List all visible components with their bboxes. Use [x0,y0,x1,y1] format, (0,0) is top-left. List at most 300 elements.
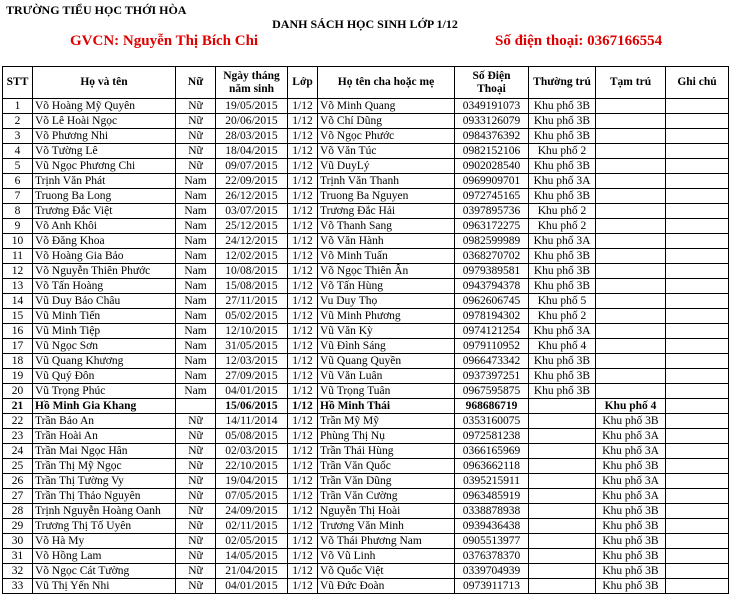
cell-phone: 0395215911 [455,474,529,489]
cell-temporary-address [596,294,666,309]
table-row [3,534,729,549]
cell-note [666,354,729,369]
cell-parent-name: Võ Ngọc Thiên Ân [318,264,455,279]
cell-temporary-address: Khu phố 3B [596,459,666,474]
cell-birth-date: 25/12/2015 [216,219,288,234]
cell-female: Nữ [176,159,216,174]
cell-note [666,159,729,174]
cell-stt: 27 [3,489,33,504]
cell-female: Nam [176,354,216,369]
cell-female: Nữ [176,144,216,159]
cell-temporary-address: Khu phố 3B [596,534,666,549]
cell-birth-date: 15/06/2015 [216,399,288,414]
cell-permanent-address: Khu phố 3A [529,324,596,339]
cell-stt: 31 [3,549,33,564]
cell-temporary-address: Khu phố 3A [596,489,666,504]
cell-phone: 0353160075 [455,414,529,429]
cell-class: 1/12 [288,129,318,144]
cell-full-name: Vũ Minh Tiến [33,309,176,324]
header-note: Ghi chú [666,67,729,99]
cell-female: Nữ [176,459,216,474]
cell-class: 1/12 [288,279,318,294]
cell-parent-name: Võ Văn Hành [318,234,455,249]
cell-parent-name: Trương Văn Minh [318,519,455,534]
cell-birth-date: 21/04/2015 [216,564,288,579]
cell-birth-date: 03/07/2015 [216,204,288,219]
cell-stt: 33 [3,579,33,594]
cell-full-name: Võ Đăng Khoa [33,234,176,249]
cell-stt: 8 [3,204,33,219]
cell-parent-name: Hồ Minh Thái [318,399,455,414]
cell-permanent-address: Khu phố 3B [529,369,596,384]
cell-phone: 0979110952 [455,339,529,354]
cell-female: Nam [176,249,216,264]
cell-class: 1/12 [288,489,318,504]
cell-female: Nam [176,264,216,279]
table-row [3,414,729,429]
cell-stt: 4 [3,144,33,159]
cell-full-name: Võ Hồng Lam [33,549,176,564]
cell-phone: 0969909701 [455,174,529,189]
cell-parent-name: Võ Quốc Việt [318,564,455,579]
cell-parent-name: Võ Thái Phương Nam [318,534,455,549]
table-row [3,114,729,129]
cell-birth-date: 24/12/2015 [216,234,288,249]
cell-stt: 22 [3,414,33,429]
cell-temporary-address [596,174,666,189]
cell-note [666,384,729,399]
table-row [3,399,729,414]
cell-note [666,99,729,114]
cell-stt: 13 [3,279,33,294]
cell-full-name: Vũ Thị Yến Nhi [33,579,176,594]
cell-temporary-address [596,159,666,174]
cell-phone: 968686719 [455,399,529,414]
cell-stt: 1 [3,99,33,114]
cell-phone: 0339704939 [455,564,529,579]
cell-birth-date: 22/09/2015 [216,174,288,189]
cell-full-name: Võ Ngọc Cát Tường [33,564,176,579]
homeroom-teacher: GVCN: Nguyễn Thị Bích Chi [70,33,259,49]
school-name: TRƯỜNG TIỂU HỌC THỚI HÒA [6,3,187,17]
cell-permanent-address [529,519,596,534]
cell-note [666,564,729,579]
cell-note [666,204,729,219]
cell-stt: 23 [3,429,33,444]
cell-stt: 17 [3,339,33,354]
cell-phone: 0984376392 [455,129,529,144]
cell-permanent-address: Khu phố 3B [529,354,596,369]
cell-phone: 0963662118 [455,459,529,474]
cell-female: Nam [176,174,216,189]
cell-temporary-address [596,234,666,249]
table-row [3,429,729,444]
header-female: Nữ [176,67,216,99]
cell-female: Nữ [176,579,216,594]
cell-birth-date: 02/05/2015 [216,534,288,549]
cell-temporary-address: Khu phố 3B [596,519,666,534]
cell-full-name: Truong Ba Long [33,189,176,204]
cell-note [666,369,729,384]
table-row [3,564,729,579]
cell-parent-name: Võ Minh Tuấn [318,249,455,264]
cell-female: Nam [176,294,216,309]
cell-female: Nam [176,219,216,234]
cell-temporary-address [596,129,666,144]
cell-phone: 0939436438 [455,519,529,534]
cell-full-name: Vũ Trọng Phúc [33,384,176,399]
cell-birth-date: 20/06/2015 [216,114,288,129]
cell-parent-name: Vu Duy Thọ [318,294,455,309]
cell-note [666,489,729,504]
cell-note [666,504,729,519]
cell-birth-date: 09/07/2015 [216,159,288,174]
cell-permanent-address [529,534,596,549]
cell-permanent-address: Khu phố 2 [529,309,596,324]
cell-permanent-address: Khu phố 3B [529,129,596,144]
cell-stt: 3 [3,129,33,144]
cell-class: 1/12 [288,324,318,339]
cell-permanent-address [529,504,596,519]
cell-note [666,324,729,339]
cell-class: 1/12 [288,384,318,399]
cell-permanent-address: Khu phố 3A [529,234,596,249]
table-row [3,99,729,114]
table-row [3,309,729,324]
cell-female: Nữ [176,564,216,579]
cell-phone: 0349191073 [455,99,529,114]
table-row [3,519,729,534]
cell-female: Nam [176,279,216,294]
cell-parent-name: Vũ Minh Phương [318,309,455,324]
cell-temporary-address: Khu phố 3A [596,444,666,459]
cell-phone: 0967595875 [455,384,529,399]
cell-female: Nữ [176,489,216,504]
table-row [3,219,729,234]
cell-full-name: Võ Hà My [33,534,176,549]
cell-phone: 0937397251 [455,369,529,384]
cell-birth-date: 02/03/2015 [216,444,288,459]
cell-parent-name: Trương Đắc Hải [318,204,455,219]
cell-note [666,189,729,204]
cell-class: 1/12 [288,234,318,249]
cell-stt: 7 [3,189,33,204]
cell-class: 1/12 [288,579,318,594]
cell-full-name: Vũ Quang Khương [33,354,176,369]
cell-permanent-address: Khu phố 3B [529,189,596,204]
table-header-row [3,67,729,99]
cell-full-name: Võ Hoàng Mỹ Quyên [33,99,176,114]
header-birth-date: Ngày tháng năm sinh [216,67,288,99]
cell-female: Nam [176,384,216,399]
cell-birth-date: 27/09/2015 [216,369,288,384]
cell-permanent-address [529,444,596,459]
cell-permanent-address: Khu phố 3B [529,99,596,114]
cell-phone: 0905513977 [455,534,529,549]
cell-class: 1/12 [288,414,318,429]
cell-female [176,399,216,414]
cell-birth-date: 12/02/2015 [216,249,288,264]
cell-phone: 0972581238 [455,429,529,444]
cell-phone: 0933126079 [455,114,529,129]
cell-female: Nữ [176,414,216,429]
cell-full-name: Trần Hoài An [33,429,176,444]
table-row [3,234,729,249]
cell-temporary-address [596,354,666,369]
cell-parent-name: Võ Thanh Sang [318,219,455,234]
cell-phone: 0973911713 [455,579,529,594]
cell-parent-name: Vũ Trọng Tuân [318,384,455,399]
cell-note [666,174,729,189]
cell-note [666,459,729,474]
cell-note [666,444,729,459]
cell-full-name: Trương Đắc Việt [33,204,176,219]
cell-stt: 14 [3,294,33,309]
cell-phone: 0943794378 [455,279,529,294]
table-row [3,189,729,204]
table-row [3,504,729,519]
cell-birth-date: 04/01/2015 [216,384,288,399]
cell-full-name: Hồ Minh Gia Khang [33,399,176,414]
table-row [3,249,729,264]
cell-birth-date: 07/05/2015 [216,489,288,504]
cell-note [666,399,729,414]
cell-phone: 0397895736 [455,204,529,219]
cell-class: 1/12 [288,429,318,444]
cell-stt: 18 [3,354,33,369]
cell-permanent-address [529,429,596,444]
cell-temporary-address: Khu phố 3A [596,474,666,489]
cell-female: Nam [176,234,216,249]
table-row [3,129,729,144]
cell-stt: 15 [3,309,33,324]
cell-note [666,219,729,234]
cell-permanent-address [529,399,596,414]
cell-permanent-address: Khu phố 3B [529,114,596,129]
cell-female: Nam [176,369,216,384]
header-permanent-address: Thường trú [529,67,596,99]
document-title: DANH SÁCH HỌC SINH LỚP 1/12 [272,17,458,31]
cell-class: 1/12 [288,309,318,324]
cell-class: 1/12 [288,189,318,204]
cell-phone: 0982599989 [455,234,529,249]
cell-permanent-address: Khu phố 2 [529,144,596,159]
cell-temporary-address: Khu phố 3A [596,429,666,444]
cell-full-name: Võ Tấn Hoàng [33,279,176,294]
cell-note [666,474,729,489]
header-stt: STT [3,67,33,99]
header-phone: Số Điện Thoại [455,67,529,99]
cell-full-name: Võ Phương Nhi [33,129,176,144]
cell-female: Nữ [176,444,216,459]
cell-phone: 0963172275 [455,219,529,234]
cell-female: Nam [176,189,216,204]
cell-temporary-address [596,99,666,114]
cell-stt: 25 [3,459,33,474]
cell-birth-date: 19/04/2015 [216,474,288,489]
table-row [3,279,729,294]
cell-stt: 6 [3,174,33,189]
cell-full-name: Võ Lê Hoài Ngọc [33,114,176,129]
cell-birth-date: 18/04/2015 [216,144,288,159]
cell-stt: 12 [3,264,33,279]
table-row [3,459,729,474]
cell-permanent-address [529,459,596,474]
cell-temporary-address [596,279,666,294]
cell-permanent-address: Khu phố 3B [529,279,596,294]
cell-birth-date: 02/11/2015 [216,519,288,534]
cell-temporary-address [596,204,666,219]
cell-class: 1/12 [288,564,318,579]
cell-birth-date: 14/05/2015 [216,549,288,564]
cell-note [666,519,729,534]
cell-stt: 30 [3,534,33,549]
cell-temporary-address [596,324,666,339]
cell-note [666,429,729,444]
cell-birth-date: 19/05/2015 [216,99,288,114]
cell-stt: 19 [3,369,33,384]
cell-note [666,249,729,264]
cell-stt: 29 [3,519,33,534]
cell-full-name: Trần Thị Thảo Nguyên [33,489,176,504]
cell-parent-name: Võ Văn Túc [318,144,455,159]
cell-phone: 0974121254 [455,324,529,339]
cell-class: 1/12 [288,459,318,474]
cell-birth-date: 26/12/2015 [216,189,288,204]
cell-female: Nữ [176,474,216,489]
cell-parent-name: Võ Vũ Linh [318,549,455,564]
cell-parent-name: Trần Mỹ Mỹ [318,414,455,429]
cell-full-name: Trần Thị Mỹ Ngọc [33,459,176,474]
cell-birth-date: 05/02/2015 [216,309,288,324]
cell-full-name: Võ Tường Lê [33,144,176,159]
cell-phone: 0966473342 [455,354,529,369]
cell-parent-name: Võ Minh Quang [318,99,455,114]
cell-phone: 0902028540 [455,159,529,174]
cell-parent-name: Vũ Đức Đoàn [318,579,455,594]
cell-female: Nam [176,339,216,354]
cell-full-name: Trần Bảo An [33,414,176,429]
cell-birth-date: 24/09/2015 [216,504,288,519]
cell-permanent-address: Khu phố 4 [529,339,596,354]
cell-stt: 16 [3,324,33,339]
cell-parent-name: Võ Chí Dũng [318,114,455,129]
cell-full-name: Võ Anh Khôi [33,219,176,234]
cell-class: 1/12 [288,504,318,519]
cell-parent-name: Phùng Thị Nụ [318,429,455,444]
cell-temporary-address [596,114,666,129]
cell-parent-name: Nguyễn Thị Hoài [318,504,455,519]
cell-parent-name: Vũ Văn Luân [318,369,455,384]
cell-stt: 26 [3,474,33,489]
cell-full-name: Vũ Ngọc Sơn [33,339,176,354]
cell-note [666,534,729,549]
cell-birth-date: 12/03/2015 [216,354,288,369]
cell-phone: 0366165969 [455,444,529,459]
cell-birth-date: 27/11/2015 [216,294,288,309]
cell-temporary-address [596,189,666,204]
cell-female: Nữ [176,504,216,519]
cell-phone: 0338878938 [455,504,529,519]
cell-stt: 28 [3,504,33,519]
cell-temporary-address [596,339,666,354]
cell-birth-date: 22/10/2015 [216,459,288,474]
table-row [3,579,729,594]
cell-class: 1/12 [288,474,318,489]
cell-stt: 20 [3,384,33,399]
table-row [3,204,729,219]
cell-temporary-address: Khu phố 3B [596,564,666,579]
table-row [3,489,729,504]
table-row [3,384,729,399]
table-row [3,354,729,369]
cell-temporary-address [596,249,666,264]
cell-stt: 11 [3,249,33,264]
cell-stt: 10 [3,234,33,249]
cell-note [666,114,729,129]
cell-stt: 32 [3,564,33,579]
cell-full-name: Trương Thị Tố Uyên [33,519,176,534]
cell-class: 1/12 [288,444,318,459]
cell-note [666,579,729,594]
cell-temporary-address: Khu phố 3B [596,579,666,594]
cell-birth-date: 04/01/2015 [216,579,288,594]
cell-parent-name: Trần Văn Dũng [318,474,455,489]
cell-female: Nam [176,324,216,339]
cell-female: Nữ [176,114,216,129]
cell-birth-date: 15/08/2015 [216,279,288,294]
cell-class: 1/12 [288,519,318,534]
header-class: Lớp [288,67,318,99]
cell-temporary-address: Khu phố 4 [596,399,666,414]
cell-note [666,339,729,354]
cell-permanent-address [529,474,596,489]
cell-permanent-address: Khu phố 3B [529,249,596,264]
cell-stt: 2 [3,114,33,129]
cell-note [666,549,729,564]
header-parent-name: Họ tên cha hoặc mẹ [318,67,455,99]
cell-parent-name: Truong Ba Nguyen [318,189,455,204]
table-row [3,549,729,564]
cell-note [666,294,729,309]
cell-full-name: Vũ Quý Đôn [33,369,176,384]
cell-temporary-address [596,144,666,159]
cell-phone: 0376378370 [455,549,529,564]
cell-full-name: Vũ Minh Tiệp [33,324,176,339]
cell-class: 1/12 [288,354,318,369]
cell-full-name: Vũ Ngọc Phương Chi [33,159,176,174]
cell-class: 1/12 [288,369,318,384]
cell-phone: 0978194302 [455,309,529,324]
cell-full-name: Trịnh Nguyễn Hoàng Oanh [33,504,176,519]
cell-temporary-address: Khu phố 3B [596,549,666,564]
cell-parent-name: Trần Thái Hùng [318,444,455,459]
cell-parent-name: Võ Ngọc Phước [318,129,455,144]
cell-permanent-address: Khu phố 3B [529,384,596,399]
cell-parent-name: Vũ Đình Sáng [318,339,455,354]
cell-phone: 0368270702 [455,249,529,264]
cell-note [666,234,729,249]
cell-temporary-address: Khu phố 3B [596,504,666,519]
cell-female: Nữ [176,429,216,444]
cell-permanent-address: Khu phố 3B [529,264,596,279]
cell-full-name: Trịnh Văn Phát [33,174,176,189]
cell-birth-date: 31/05/2015 [216,339,288,354]
table-row [3,444,729,459]
cell-class: 1/12 [288,249,318,264]
header-temporary-address: Tạm trú [596,67,666,99]
cell-female: Nữ [176,549,216,564]
